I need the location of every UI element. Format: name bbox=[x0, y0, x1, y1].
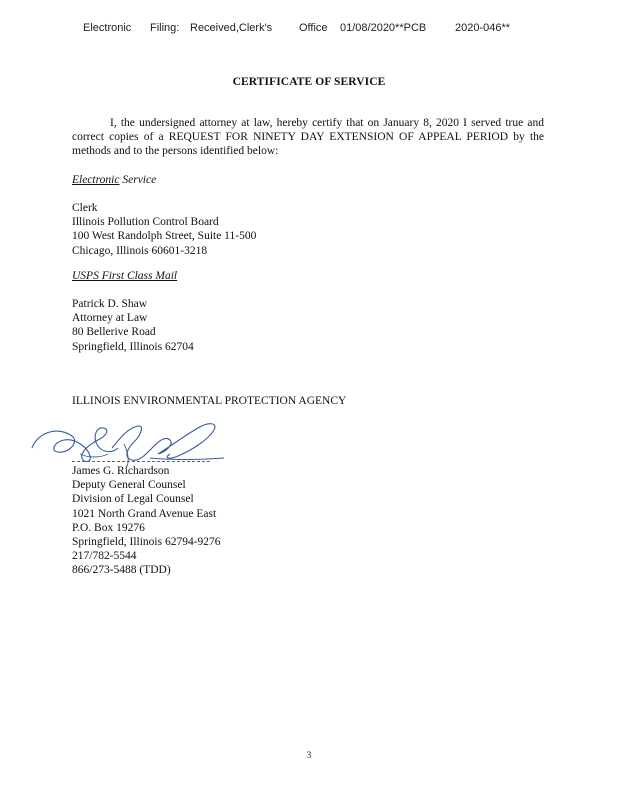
certification-text: I, the undersigned attorney at law, hereby certify that on January 8, 2020 I served true and correct copies of a REQUEST FOR NINETY DAY EXTENSION OF APPEAL PERIOD by the methods and to the persons identified below: bbox=[72, 117, 544, 157]
address-line: Illinois Pollution Control Board bbox=[72, 216, 219, 229]
address-line: Clerk bbox=[72, 202, 98, 214]
filing-header-date-pcb: 01/08/2020**PCB bbox=[340, 22, 427, 34]
address-line: Attorney at Law bbox=[72, 312, 148, 325]
page-number: 3 bbox=[306, 750, 312, 760]
signer-division: Division of Legal Counsel bbox=[72, 493, 194, 506]
signer-title: Deputy General Counsel bbox=[72, 479, 186, 492]
address-line: 100 West Randolph Street, Suite 11-500 bbox=[72, 230, 257, 243]
signer-name: James G. Richardson bbox=[72, 465, 170, 477]
signer-tdd: 866/273-5488 (TDD) bbox=[72, 564, 171, 577]
filing-header-case-number: 2020-046** bbox=[455, 22, 511, 34]
signer-street: 1021 North Grand Avenue East bbox=[72, 507, 217, 520]
signer-phone: 217/782-5544 bbox=[72, 550, 137, 563]
signature-line bbox=[72, 461, 210, 463]
usps-mail-heading: USPS First Class Mail bbox=[72, 270, 178, 282]
signer-po-box: P.O. Box 19276 bbox=[72, 521, 145, 534]
address-line: 80 Bellerive Road bbox=[72, 326, 156, 339]
filing-header-office: Office bbox=[299, 22, 328, 34]
certification-paragraph bbox=[72, 116, 544, 158]
agency-name: ILLINOIS ENVIRONMENTAL PROTECTION AGENCY bbox=[72, 395, 347, 407]
electronic-label-rest: Service bbox=[122, 174, 157, 186]
address-line: Chicago, Illinois 60601-3218 bbox=[72, 244, 208, 257]
electronic-service-heading bbox=[72, 174, 156, 186]
electronic-recipient-address bbox=[72, 201, 256, 258]
document-title: CERTIFICATE OF SERVICE bbox=[232, 76, 386, 88]
electronic-label-underlined: Electronic bbox=[72, 174, 120, 186]
filing-header-electronic: Electronic bbox=[83, 22, 132, 34]
filing-header-filing: Filing: bbox=[150, 22, 180, 34]
mail-recipient-address bbox=[72, 297, 194, 354]
filing-header-received: Received,Clerk's bbox=[190, 22, 273, 34]
signer-contact-block bbox=[72, 464, 221, 578]
address-line: Patrick D. Shaw bbox=[72, 298, 148, 310]
address-line: Springfield, Illinois 62704 bbox=[72, 340, 194, 353]
signer-city: Springfield, Illinois 62794-9276 bbox=[72, 536, 221, 549]
